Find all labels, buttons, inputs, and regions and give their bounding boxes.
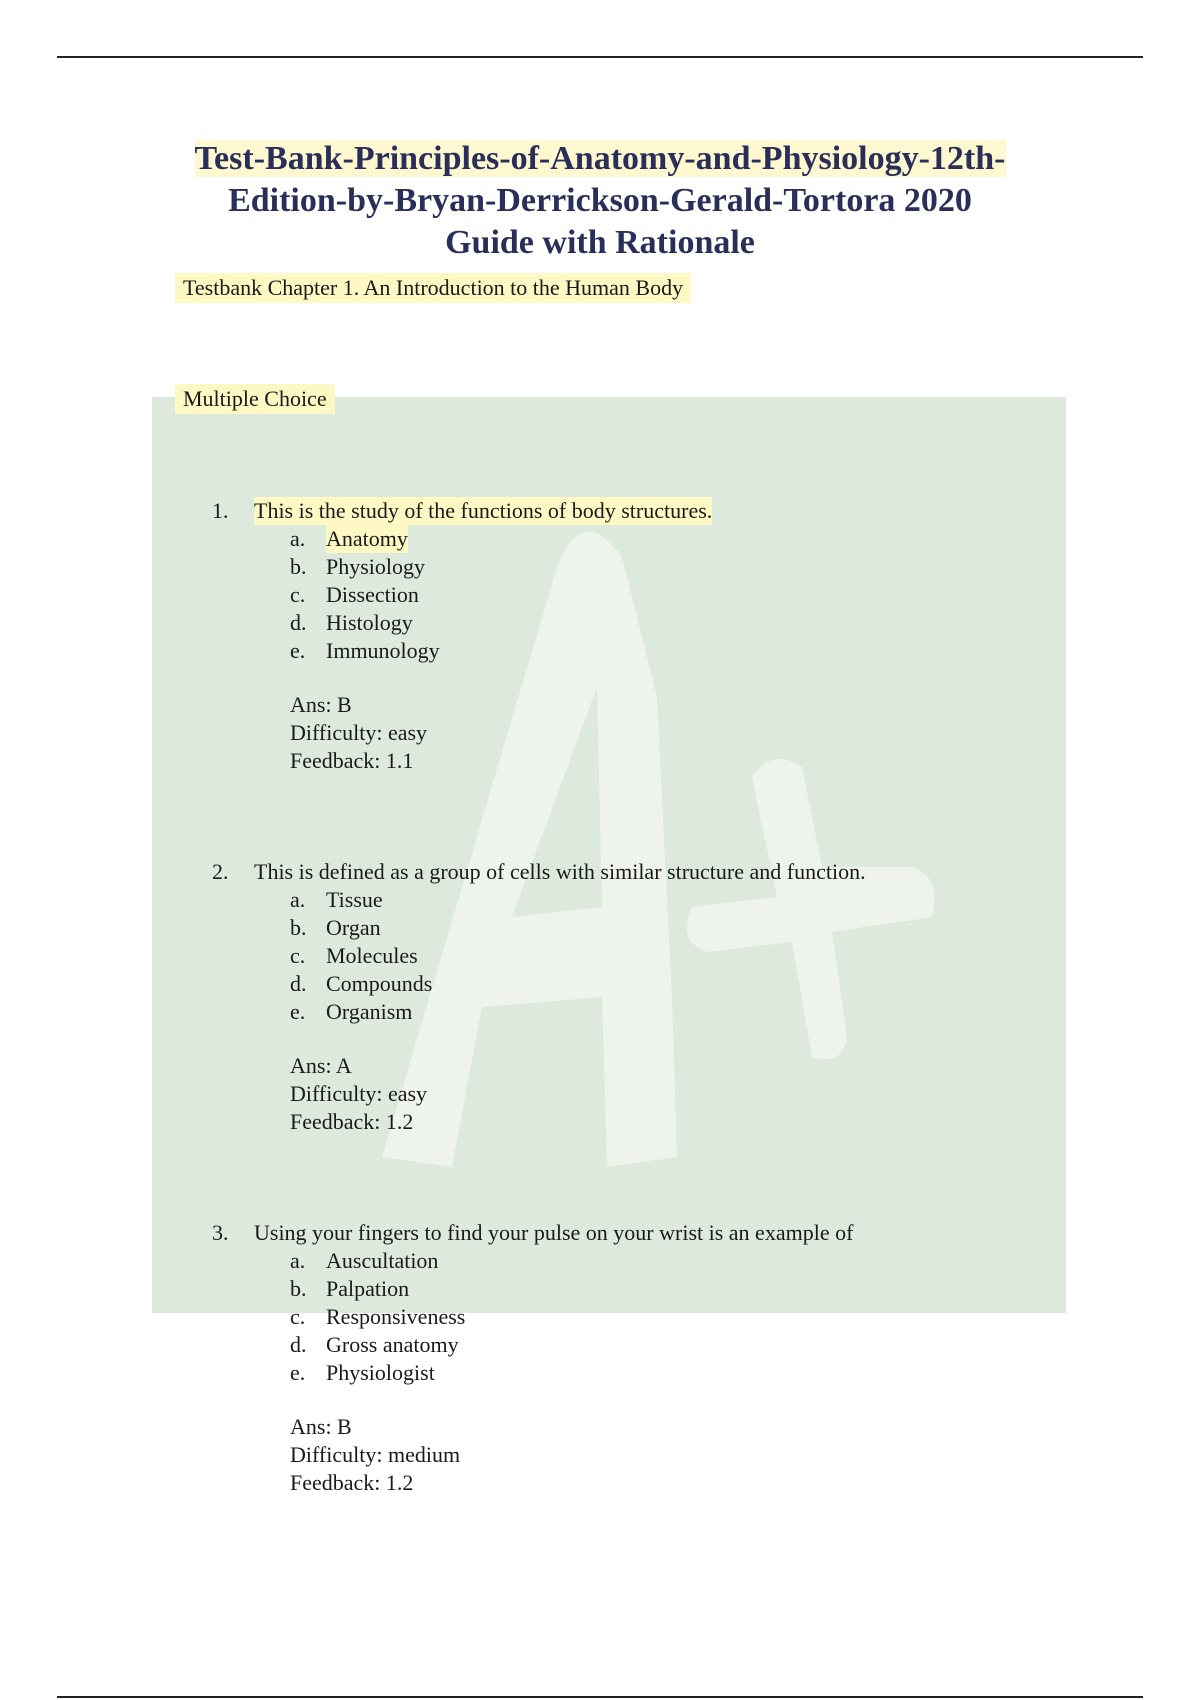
question-text: This is defined as a group of cells with similar structure and function. [254,859,866,884]
option-letter: c. [290,943,306,968]
option-letter: b. [290,554,307,579]
chapter-heading: Testbank Chapter 1. An Introduction to the Human Body [175,273,691,303]
question-3 [212,1219,853,1497]
question-text: Using your fingers to find your pulse on your wrist is an example of [254,1220,854,1245]
option-letter: d. [290,971,307,996]
option-c [290,942,866,970]
option-letter: b. [290,1276,307,1301]
feedback: Feedback: 1.2 [290,1470,414,1495]
option-e [290,637,712,665]
option-e [290,1359,853,1387]
bottom-rule [57,1696,1143,1698]
difficulty: Difficulty: medium [290,1442,461,1467]
answer: Ans: A [290,1053,352,1078]
option-c [290,1303,853,1331]
title-line-2: Edition-by-Bryan-Derrickson-Gerald-Tortora 2020 [228,182,972,219]
option-d [290,609,712,637]
option-c [290,581,712,609]
option-b [290,1275,853,1303]
option-d [290,970,866,998]
option-text: Organ [326,915,381,940]
difficulty: Difficulty: easy [290,720,428,745]
option-text: Physiologist [326,1360,435,1385]
option-letter: b. [290,915,307,940]
option-letter: e. [290,1360,306,1385]
options-list [290,1247,853,1387]
option-letter: c. [290,1304,306,1329]
answer: Ans: B [290,692,352,717]
option-text: Gross anatomy [326,1332,459,1357]
option-b [290,914,866,942]
option-a [290,525,712,553]
question-number: 1. [212,498,229,523]
option-text: Physiology [326,554,426,579]
answer-meta [290,1413,853,1497]
option-text: Tissue [326,887,383,912]
option-text: Anatomy [326,526,408,551]
option-letter: c. [290,582,306,607]
answer-meta [290,1052,866,1136]
question-number: 3. [212,1220,229,1245]
feedback: Feedback: 1.2 [290,1109,414,1134]
option-text: Immunology [326,638,440,663]
question-number: 2. [212,859,229,884]
option-letter: e. [290,999,306,1024]
document-title [150,138,1050,264]
title-line-1: Test-Bank-Principles-of-Anatomy-and-Physiology-12th- [194,140,1006,177]
option-letter: d. [290,1332,307,1357]
difficulty: Difficulty: easy [290,1081,428,1106]
question-text: This is the study of the functions of body structures. [254,498,713,523]
option-text: Palpation [326,1276,410,1301]
options-list [290,886,866,1026]
question-1 [212,497,712,775]
option-d [290,1331,853,1359]
options-list [290,525,712,665]
top-rule [57,56,1143,58]
option-text: Auscultation [326,1248,439,1273]
option-text: Responsiveness [326,1304,466,1329]
section-heading: Multiple Choice [175,384,335,414]
option-b [290,553,712,581]
option-text: Compounds [326,971,433,996]
option-text: Histology [326,610,413,635]
option-a [290,886,866,914]
title-line-3: Guide with Rationale [445,224,755,261]
question-2 [212,858,866,1136]
option-letter: e. [290,638,306,663]
option-text: Dissection [326,582,419,607]
answer: Ans: B [290,1414,352,1439]
option-a [290,1247,853,1275]
option-letter: a. [290,526,306,551]
option-letter: a. [290,887,306,912]
option-text: Molecules [326,943,418,968]
option-letter: a. [290,1248,306,1273]
answer-meta [290,691,712,775]
option-e [290,998,866,1026]
option-letter: d. [290,610,307,635]
option-text: Organism [326,999,413,1024]
feedback: Feedback: 1.1 [290,748,414,773]
